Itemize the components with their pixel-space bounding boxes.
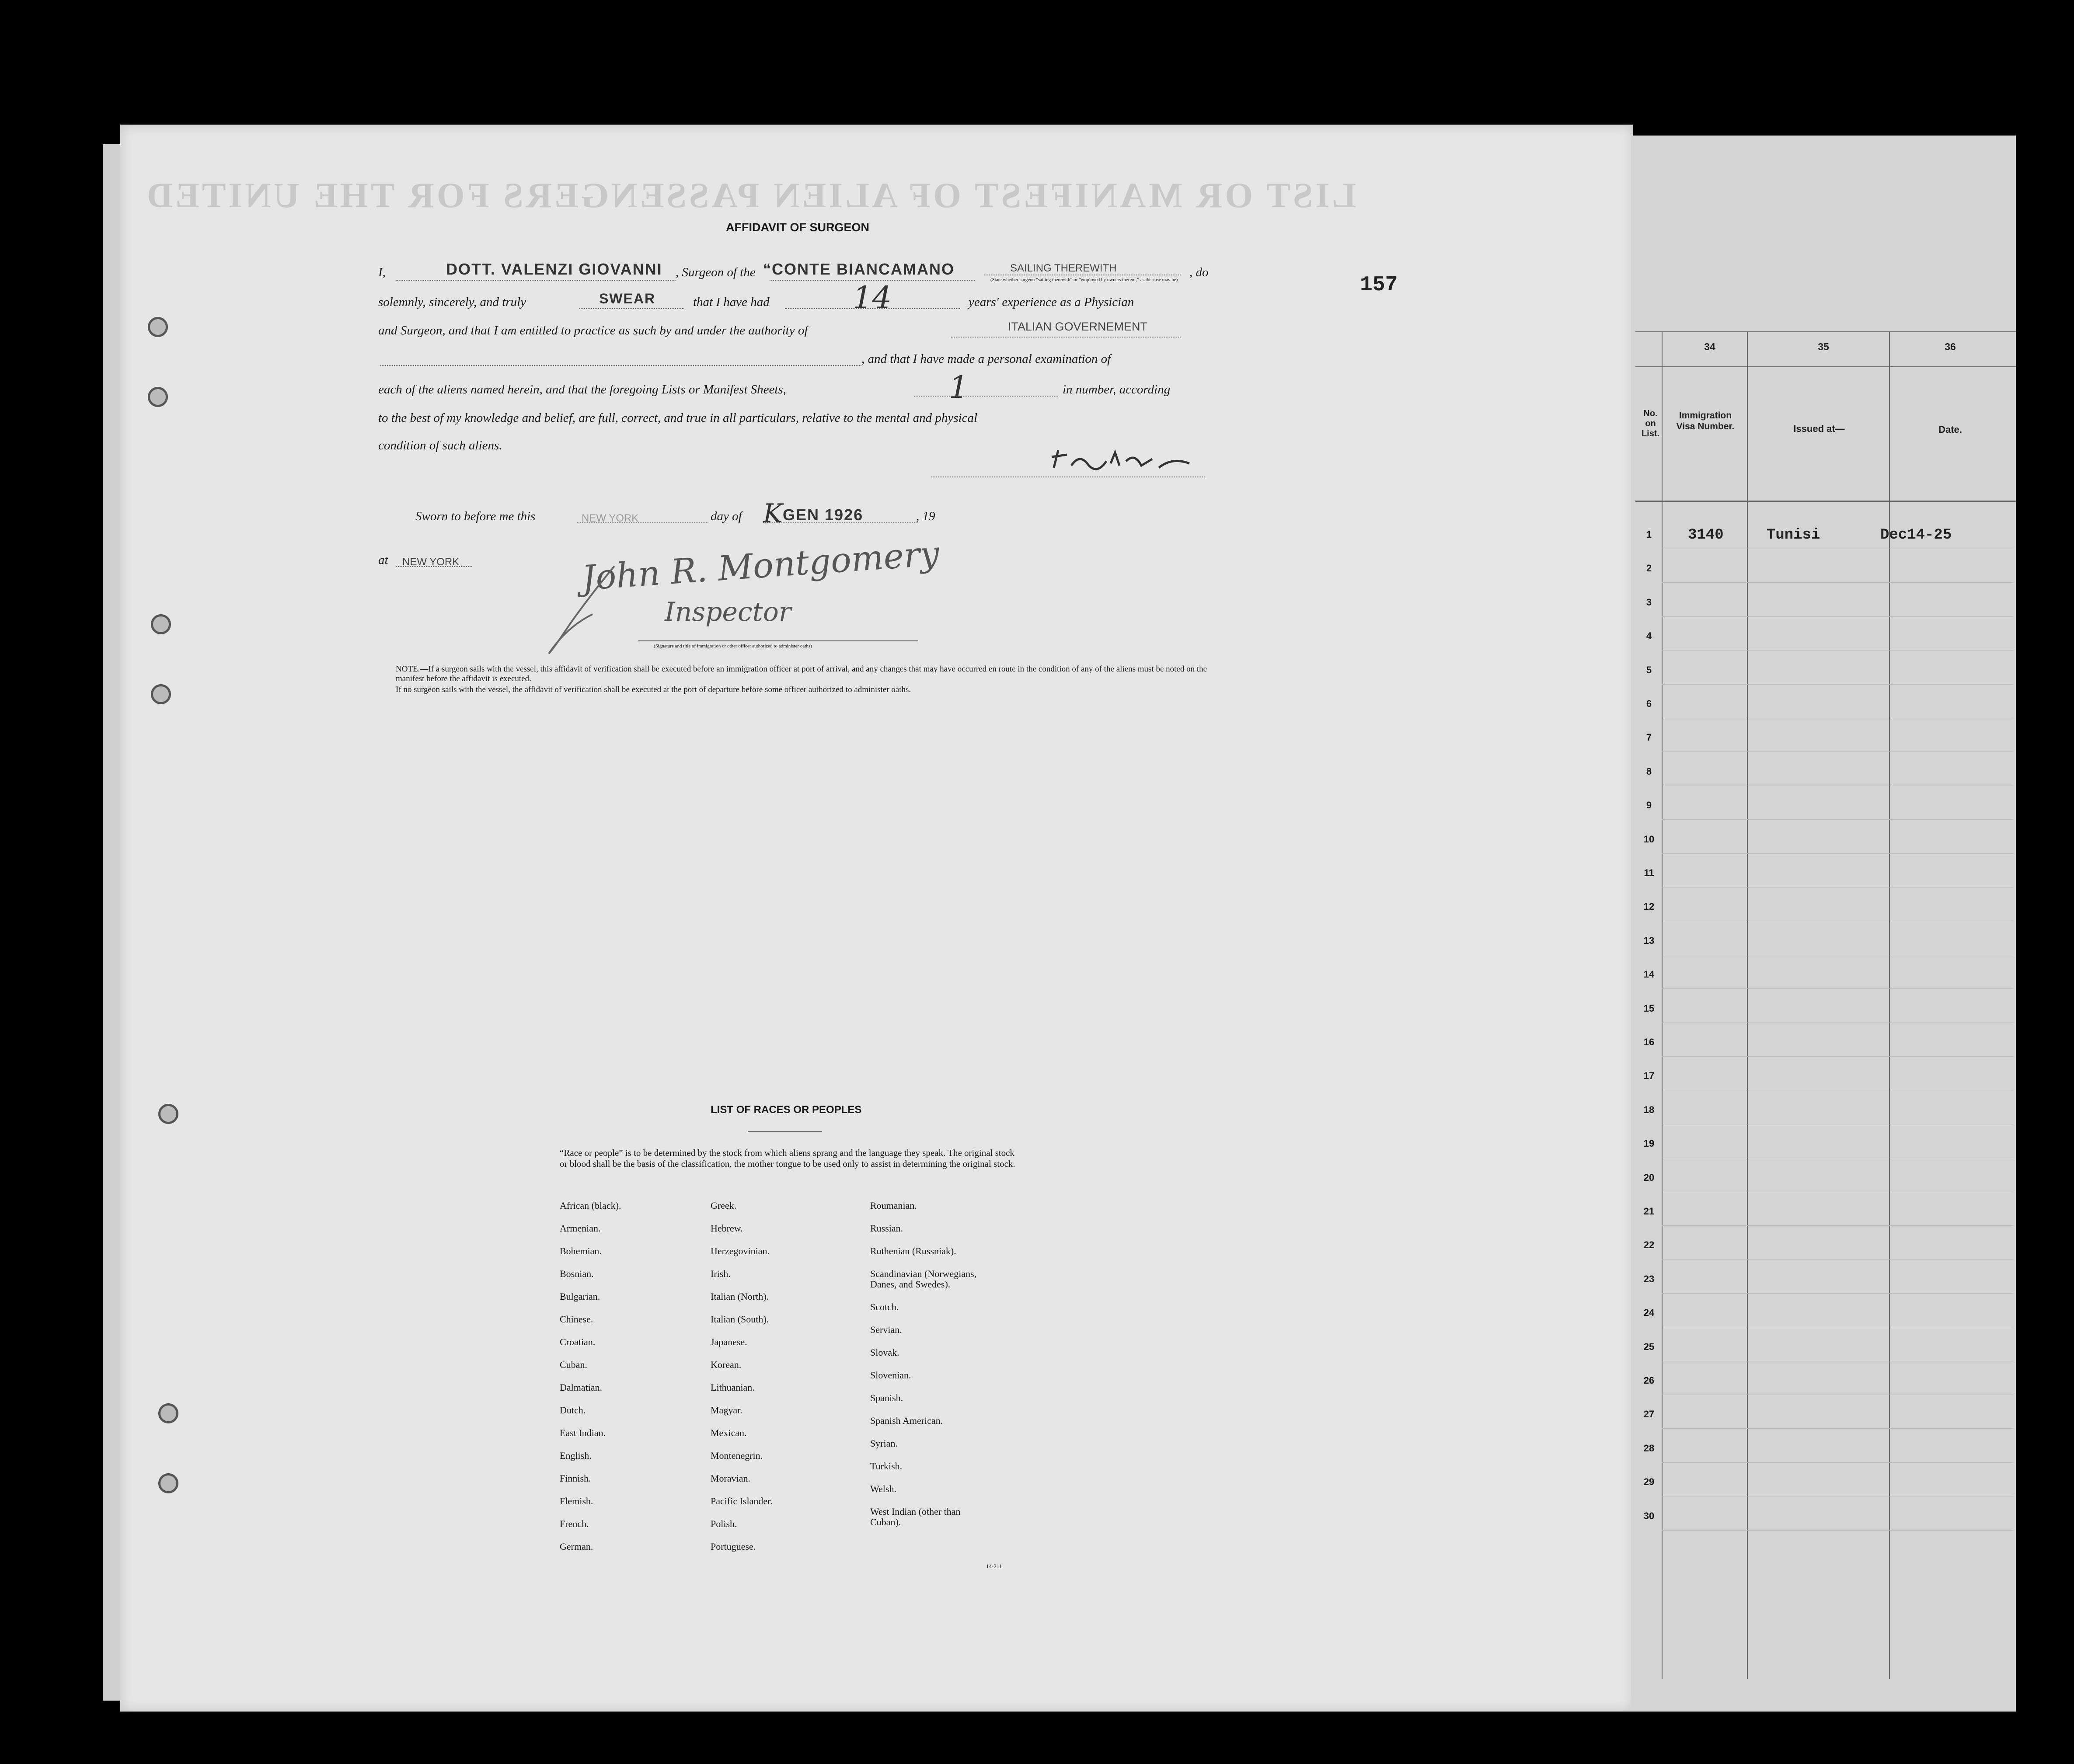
solemnly-text: solemnly, sincerely, and truly: [378, 295, 526, 309]
ship-name: “CONTE BIANCAMANO: [763, 260, 955, 278]
row-rule: [1662, 684, 2014, 685]
race-item: Mexican.: [711, 1427, 747, 1438]
col-number-36: 36: [1945, 341, 1956, 352]
fill-line: [396, 280, 676, 281]
header-date: Date.: [1938, 424, 1962, 435]
best-of-text: to the best of my knowledge and belief, are full, correct, and true in all particulars, relative to the mental and physical: [378, 411, 978, 425]
punch-hole: [151, 684, 171, 704]
row-rule: [1662, 1530, 2014, 1531]
col-number-34: 34: [1704, 341, 1715, 352]
row-number: 18: [1643, 1104, 1655, 1115]
form-code: 14-211: [986, 1563, 1002, 1569]
race-item: French.: [560, 1518, 589, 1529]
table-top-rule: [1635, 331, 2016, 332]
races-title-rule: [748, 1131, 822, 1132]
day-handwritten-k: K: [763, 498, 783, 529]
race-item: African (black).: [560, 1200, 621, 1211]
surgeon-signature: [1049, 444, 1207, 479]
sworn-place-stamp: NEW YORK: [582, 512, 639, 524]
row-number: 11: [1644, 867, 1654, 878]
race-item: Roumanian.: [870, 1200, 917, 1211]
race-item: Pacific Islander.: [711, 1496, 773, 1507]
day-of-text: day of: [711, 509, 742, 523]
row-number: 28: [1643, 1442, 1655, 1454]
punch-hole: [148, 387, 168, 407]
row-number: 4: [1646, 630, 1652, 642]
at-text: at: [378, 553, 388, 567]
row-rule: [1662, 988, 2014, 989]
race-item: Chinese.: [560, 1314, 593, 1325]
swear-stamp: SWEAR: [599, 291, 656, 306]
personal-exam-text: , and that I have made a personal examination of: [861, 352, 1111, 366]
race-item: Italian (South).: [711, 1314, 769, 1325]
punch-hole: [158, 1473, 178, 1493]
fill-line: [579, 308, 684, 309]
years-handwritten: 14: [853, 280, 892, 316]
race-item: Servian.: [870, 1324, 902, 1335]
nineteen-text: , 19: [916, 509, 935, 523]
affidavit-note-2: If no surgeon sails with the vessel, the affidavit of verification shall be executed at the port of departure before some officer authorized to administer oaths.: [396, 685, 911, 694]
row-number: 23: [1643, 1273, 1655, 1284]
row-rule: [1662, 582, 2014, 583]
row-number: 17: [1643, 1070, 1655, 1082]
header-visa-number: Immigration Visa Number.: [1676, 411, 1735, 431]
affidavit-i: I,: [378, 265, 386, 279]
officer-caption: (Signature and title of immigration or other officer authorized to administer oaths): [654, 644, 812, 649]
row-rule: [1662, 650, 2014, 651]
races-intro: “Race or people” is to be determined by the stock from which aliens sprang and the language they speak. The original stock or blood shall be the basis of the classification, the mother tongue to be used only to assist in determining the original stock.: [560, 1148, 1015, 1169]
officer-signature: John R. Montgomery: [580, 534, 941, 598]
row1-visa-number: 3140: [1688, 527, 1724, 543]
race-item: Cuban.: [560, 1359, 587, 1370]
row1-issued-at: Tunisi: [1767, 527, 1820, 543]
punch-hole: [151, 614, 171, 634]
race-item: Irish.: [711, 1268, 731, 1279]
row-number: 2: [1646, 563, 1652, 574]
page-stack-edge: [103, 144, 120, 1701]
do-label: , do: [1189, 265, 1209, 279]
race-item: English.: [560, 1450, 592, 1461]
row-rule: [1662, 1259, 2014, 1260]
row-number: 1: [1646, 529, 1652, 540]
race-item: Lithuanian.: [711, 1382, 755, 1393]
at-place-stamp: NEW YORK: [402, 556, 460, 568]
row-rule: [1662, 853, 2014, 854]
race-item: Finnish.: [560, 1473, 591, 1484]
officer-signature-line: [638, 640, 918, 641]
row-rule: [1662, 616, 2014, 617]
surgeon-name: DOTT. VALENZI GIOVANNI: [446, 260, 662, 278]
affidavit-note-1: NOTE.—If a surgeon sails with the vessel, this affidavit of verification shall be executed before an immigration officer at port of arrival, and any changes that may have occurred en route in the condition of any of the aliens must be noted on the manifest before the affidavit is executed.: [396, 665, 1207, 683]
race-item: East Indian.: [560, 1427, 606, 1438]
authority-stamp: ITALIAN GOVERNEMENT: [1008, 320, 1148, 333]
col-number-35: 35: [1818, 341, 1829, 352]
race-item: Hebrew.: [711, 1223, 743, 1234]
row-number: 24: [1643, 1307, 1655, 1319]
race-item: Greek.: [711, 1200, 737, 1211]
header-issued-at: Issued at—: [1793, 423, 1845, 434]
row-number: 12: [1643, 901, 1655, 912]
fill-line: [380, 365, 861, 366]
header-no-on-list: No. on List.: [1641, 409, 1660, 438]
and-surgeon-text: and Surgeon, and that I am entitled to practice as such by and under the authority of: [378, 324, 808, 337]
race-item: Italian (North).: [711, 1291, 769, 1302]
row-number: 26: [1643, 1375, 1655, 1386]
row-number: 6: [1646, 698, 1652, 709]
race-item: Korean.: [711, 1359, 742, 1370]
table-vline: [1747, 332, 1748, 1679]
affidavit-title: AFFIDAVIT OF SURGEON: [726, 221, 869, 234]
row1-date: Dec14-25: [1880, 527, 1952, 543]
fill-line: [577, 522, 708, 523]
row-number: 30: [1643, 1510, 1655, 1521]
row-number: 14: [1643, 969, 1655, 980]
race-item: Turkish.: [870, 1461, 903, 1472]
race-item: Montenegrin.: [711, 1450, 763, 1461]
fill-line: [396, 566, 472, 567]
condition-text: condition of such aliens.: [378, 438, 502, 452]
race-item: Scotch.: [870, 1301, 899, 1312]
race-item: Armenian.: [560, 1223, 601, 1234]
punch-hole: [158, 1104, 178, 1124]
race-item: Spanish.: [870, 1392, 903, 1403]
race-item: Dutch.: [560, 1405, 586, 1416]
race-item: Japanese.: [711, 1336, 747, 1347]
manifest-page-right: [1631, 136, 2016, 1712]
race-item: West Indian (other than: [870, 1506, 961, 1517]
row-number: 9: [1646, 800, 1652, 811]
table-number-rule: [1635, 366, 2016, 367]
row-number: 22: [1643, 1239, 1655, 1251]
page-number: 157: [1360, 273, 1398, 297]
race-item: Ruthenian (Russniak).: [870, 1246, 956, 1256]
race-item: Herzegovinian.: [711, 1246, 770, 1256]
race-item: Slovak.: [870, 1347, 899, 1358]
officer-signature-flourish: [540, 562, 627, 658]
races-title: LIST OF RACES OR PEOPLES: [711, 1104, 862, 1116]
race-item: Welsh.: [870, 1483, 896, 1494]
row-number: 15: [1643, 1002, 1655, 1014]
surgeon-of-label: , Surgeon of the: [676, 265, 756, 279]
each-of-text: each of the aliens named herein, and that the foregoing Lists or Manifest Sheets,: [378, 383, 786, 397]
punch-hole: [158, 1403, 178, 1423]
row-rule: [1662, 1462, 2014, 1463]
race-item: Russian.: [870, 1223, 903, 1234]
race-item: Syrian.: [870, 1438, 898, 1449]
row-number: 10: [1643, 833, 1655, 845]
table-header-rule: [1635, 501, 2016, 502]
row-number: 20: [1643, 1172, 1655, 1183]
officer-title-handwritten: Inspector: [665, 597, 791, 627]
row-number: 29: [1643, 1476, 1655, 1488]
sworn-text: Sworn to before me this: [415, 509, 536, 523]
have-had-text: that I have had: [693, 295, 770, 309]
years-experience-text: years' experience as a Physician: [969, 295, 1134, 309]
race-item: Magyar.: [711, 1405, 742, 1416]
row-rule: [1662, 1428, 2014, 1429]
race-item: Croatian.: [560, 1336, 596, 1347]
row-number: 21: [1643, 1206, 1655, 1217]
sailing-note: (State whether surgeon “sailing therewith” or “employed by owners thereof,” as the case may be): [990, 277, 1178, 282]
sailing-status: SAILING THEREWITH: [1010, 262, 1117, 274]
race-item: Bulgarian.: [560, 1291, 600, 1302]
row-number: 19: [1643, 1138, 1655, 1149]
row-number: 25: [1643, 1341, 1655, 1352]
row-number: 5: [1646, 664, 1652, 675]
race-item: Cuban).: [870, 1517, 901, 1527]
row-rule: [1662, 1293, 2014, 1294]
in-number-text: in number, according: [1063, 383, 1171, 397]
race-item: Spanish American.: [870, 1415, 943, 1426]
punch-hole: [148, 317, 168, 337]
race-item: Bohemian.: [560, 1246, 602, 1256]
fill-line: [763, 522, 918, 523]
race-item: Dalmatian.: [560, 1382, 603, 1393]
row-rule: [1662, 819, 2014, 820]
race-item: Danes, and Swedes).: [870, 1279, 951, 1290]
row-rule: [1662, 1056, 2014, 1057]
row-number: 27: [1643, 1409, 1655, 1420]
bleed-through-header: LIST OR MANIFEST OF ALIEN PASSENGERS FOR THE UNITED: [144, 175, 1356, 215]
row-number: 13: [1643, 935, 1655, 946]
row-number: 8: [1646, 765, 1652, 777]
race-item: German.: [560, 1541, 593, 1552]
sheets-handwritten: 1: [949, 369, 969, 405]
sworn-date-stamp: GEN 1926: [783, 506, 864, 524]
row-rule: [1662, 1225, 2014, 1226]
race-item: Polish.: [711, 1518, 737, 1529]
row-number: 16: [1643, 1037, 1655, 1047]
fill-line: [785, 308, 960, 309]
race-item: Portuguese.: [711, 1541, 756, 1552]
fill-line: [914, 396, 1058, 397]
table-vline: [1662, 332, 1663, 1679]
race-item: Scandinavian (Norwegians,: [870, 1268, 977, 1279]
race-item: Moravian.: [711, 1473, 751, 1484]
race-item: Flemish.: [560, 1496, 593, 1507]
row-number: 7: [1646, 732, 1652, 743]
race-item: Slovenian.: [870, 1370, 911, 1381]
row-number: 3: [1646, 596, 1652, 608]
race-item: Bosnian.: [560, 1268, 594, 1279]
